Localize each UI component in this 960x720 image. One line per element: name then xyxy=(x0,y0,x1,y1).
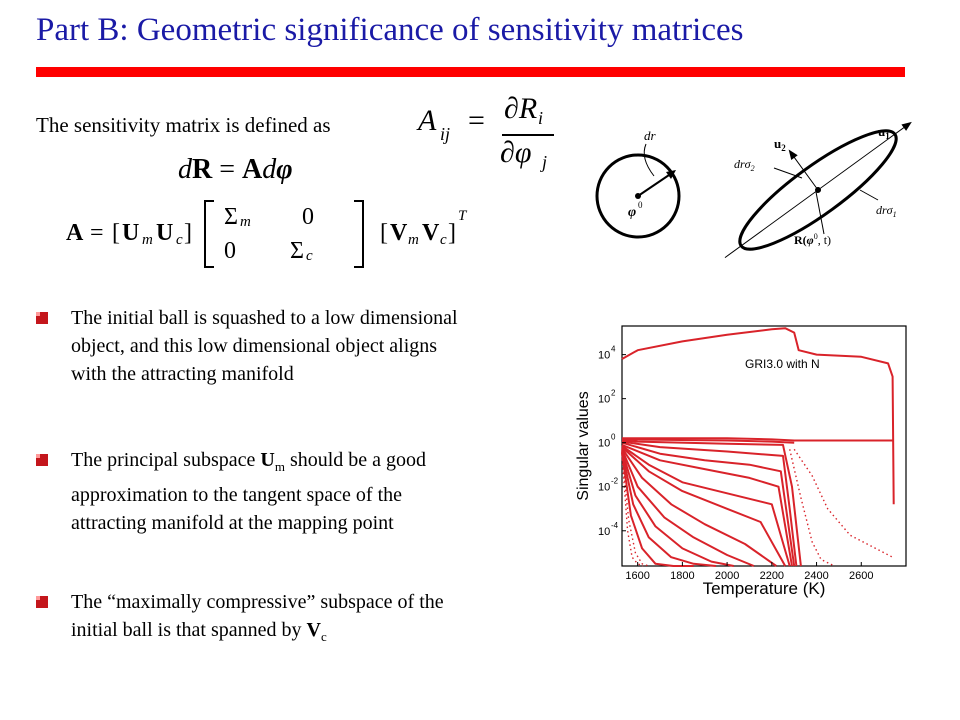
u1-label: $u_1$ xyxy=(878,124,890,141)
bullet-text-1: The initial ball is squashed to a low dimensional object, and this low dimensional object aligns with the attracting manifold xyxy=(71,307,458,385)
y-tick-exponent-3: 0 xyxy=(611,432,616,442)
mapping-label: $R(\varphi^0$, t) xyxy=(794,232,832,247)
phi0-sup: 0 xyxy=(638,200,643,210)
x-tick-label-1: 1600 xyxy=(625,570,650,582)
sigma1-leader xyxy=(860,190,878,200)
mapping-leader xyxy=(816,192,824,234)
bullet-marker-2 xyxy=(36,454,48,466)
x-tick-label-3: 2000 xyxy=(714,570,740,582)
u2-arrowhead xyxy=(785,147,797,160)
y-tick-label-2: 10 xyxy=(598,393,611,406)
title-divider xyxy=(36,67,905,77)
y-tick-exponent-1: 4 xyxy=(611,344,616,354)
singular-values-chart xyxy=(575,318,910,598)
y-tick-exponent-5: -4 xyxy=(611,520,619,530)
chart-annotation: GRI3.0 with N xyxy=(744,356,820,371)
sigma2-leader xyxy=(774,168,802,178)
y-tick-exponent-2: 2 xyxy=(611,388,616,398)
u2-label: $u_2$ xyxy=(774,136,786,153)
intro-text: The sensitivity matrix is defined as xyxy=(36,113,331,137)
x-tick-label-4: 2200 xyxy=(759,570,785,582)
x-tick-label-6: 2600 xyxy=(849,570,874,582)
svd-equation: A = [ U m U c ] Σ m 0 0 Σ c [ V m V c ] T xyxy=(66,198,486,278)
definition-equation: A ij = ∂R i ∂φ j xyxy=(418,92,568,180)
dr-sigma1-label: drσ$_1$ xyxy=(876,203,897,219)
differential-equation: dR = Adφ xyxy=(178,154,293,185)
bullet-text-2: The principal subspace $U_m$ should be a good approximation to the tangent space of the attracting manifold at the mapping point xyxy=(71,449,427,534)
y-tick-label-3: 10 xyxy=(598,437,611,450)
x-axis-label: Temperature (K) xyxy=(702,579,826,598)
bullet-marker-3 xyxy=(36,596,48,608)
y-axis-label: Singular values xyxy=(575,391,592,501)
u2-axis xyxy=(792,154,818,190)
ball-mapping-diagram xyxy=(588,118,918,258)
dr-sigma2-label: drσ$_2$ xyxy=(734,157,755,173)
dr-leader xyxy=(644,144,654,176)
bullet-text-3: The “maximally compressive” subspace of the initial ball is that spanned by $V_c$ xyxy=(71,591,444,644)
y-tick-exponent-4: -2 xyxy=(611,476,619,486)
y-tick-label-4: 10 xyxy=(598,481,611,494)
y-tick-label-5: 10 xyxy=(598,525,611,538)
dr-label: dr xyxy=(644,128,656,143)
u1-arrowhead xyxy=(901,119,914,131)
radius-arrow xyxy=(638,173,672,196)
chart-plot-svg xyxy=(575,318,910,598)
x-tick-label-2: 1800 xyxy=(670,570,695,582)
x-tick-label-5: 2400 xyxy=(804,570,829,582)
y-tick-label-1: 10 xyxy=(598,349,611,362)
page-title: Part B: Geometric significance of sensitivity matrices xyxy=(36,12,744,48)
bullet-marker-1 xyxy=(36,312,48,324)
phi0-label: φ xyxy=(628,205,637,220)
mapping-point-dot xyxy=(814,186,822,194)
